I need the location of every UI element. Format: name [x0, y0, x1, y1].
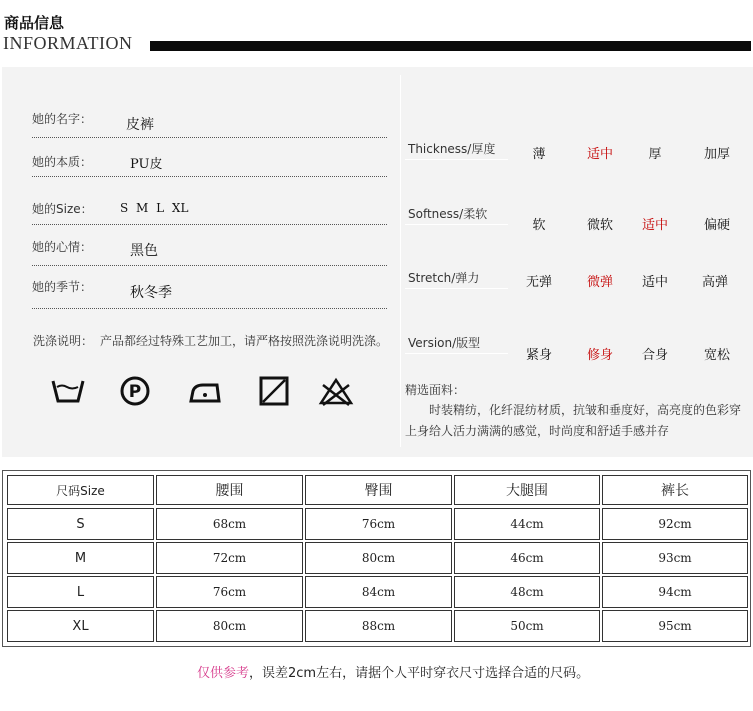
- size-table-cell: 72cm: [156, 542, 303, 574]
- size-table-cell: 76cm: [305, 508, 452, 540]
- size-table-cell: 68cm: [156, 508, 303, 540]
- iron-icon: [187, 375, 223, 407]
- thickness-option-thin: 薄: [532, 147, 546, 162]
- svg-text:P: P: [128, 382, 142, 402]
- scale-underline: [405, 159, 508, 160]
- scale-stretch-label: Stretch/弹力: [408, 271, 480, 285]
- dotted-separator: [32, 265, 387, 266]
- dry-clean-p-icon: [117, 375, 153, 407]
- section-title-en: INFORMATION: [3, 33, 133, 53]
- size-table-cell: L: [7, 576, 154, 608]
- softness-option-firm: 偏硬: [703, 218, 731, 233]
- attr-name-label: 她的名字：: [32, 112, 93, 126]
- size-table-cell: 50cm: [454, 610, 600, 642]
- product-info-panel: [2, 67, 753, 457]
- scale-underline: [405, 288, 508, 289]
- size-table-cell: XL: [7, 610, 154, 642]
- size-table-cell: 80cm: [156, 610, 303, 642]
- attr-name-value: 皮裤: [126, 117, 154, 133]
- version-option-tight: 紧身: [525, 348, 553, 363]
- attr-material-value: PU皮: [130, 157, 163, 172]
- tumble-dry-icon: [256, 375, 292, 407]
- dotted-separator: [32, 224, 387, 225]
- version-option-slim: 修身: [586, 348, 614, 363]
- softness-option-soft: 软: [532, 218, 546, 233]
- size-table-header: 大腿围: [454, 475, 600, 505]
- size-table-header: 腰围: [156, 475, 303, 505]
- fabric-description: 时装精纺，化纤混纺材质，抗皱和垂度好，高亮度的色彩穿上身给人活力满满的感觉，时尚度和舒适手感并存: [405, 403, 742, 438]
- size-table-cell: 80cm: [305, 542, 452, 574]
- size-table-cell: M: [7, 542, 154, 574]
- thickness-option-medium: 适中: [586, 147, 614, 162]
- attr-mood-label: 她的心情：: [32, 240, 93, 254]
- size-table-cell: 94cm: [602, 576, 748, 608]
- stretch-option-slight: 微弹: [586, 275, 614, 290]
- attr-size-value: S M L XL: [120, 201, 189, 215]
- scale-underline: [405, 353, 508, 354]
- dotted-separator: [32, 176, 387, 177]
- washing-instructions: 产品都经过特殊工艺加工，请严格按照洗涤说明洗涤。: [100, 334, 389, 348]
- disclaimer-text: ，误差2cm左右，请据个人平时穿衣尺寸选择合适的尺码。: [249, 666, 590, 681]
- size-table-cell: 76cm: [156, 576, 303, 608]
- scale-version-label: Version/版型: [408, 336, 481, 350]
- washing-label: 洗涤说明：: [33, 334, 94, 348]
- softness-option-medium: 适中: [641, 218, 669, 233]
- scale-softness-label: Softness/柔软: [408, 207, 488, 221]
- dotted-separator: [32, 137, 387, 138]
- size-table-header: 裤长: [602, 475, 748, 505]
- size-table-cell: 95cm: [602, 610, 748, 642]
- size-table-cell: 88cm: [305, 610, 452, 642]
- scale-thickness-label: Thickness/厚度: [408, 142, 496, 156]
- version-option-regular: 合身: [641, 348, 669, 363]
- size-table-cell: S: [7, 508, 154, 540]
- size-table-cell: 93cm: [602, 542, 748, 574]
- size-table-cell: 44cm: [454, 508, 600, 540]
- fabric-title: 精选面料：: [405, 383, 466, 397]
- size-table-cell: 46cm: [454, 542, 600, 574]
- stretch-option-none: 无弹: [525, 275, 553, 290]
- no-bleach-icon: [318, 375, 354, 407]
- section-title-cn: 商品信息: [4, 14, 65, 32]
- attr-season-value: 秋冬季: [130, 285, 172, 301]
- title-divider-bar: [150, 41, 751, 51]
- size-table-cell: 48cm: [454, 576, 600, 608]
- size-table-cell: 92cm: [602, 508, 748, 540]
- size-table-cell: 84cm: [305, 576, 452, 608]
- attr-material-label: 她的本质：: [32, 155, 93, 169]
- version-option-loose: 宽松: [703, 348, 731, 363]
- size-table-header: 尺码Size: [7, 475, 154, 505]
- thickness-option-thick: 厚: [648, 147, 662, 162]
- stretch-option-high: 高弹: [701, 275, 729, 290]
- disclaimer-highlight: 仅供参考: [197, 666, 250, 681]
- size-table-header: 臀围: [305, 475, 452, 505]
- thickness-option-extra-thick: 加厚: [703, 147, 731, 162]
- attr-size-label: 她的Size：: [32, 202, 93, 216]
- panel-column-divider: [400, 75, 401, 447]
- size-disclaimer: [197, 662, 589, 681]
- softness-option-slightly-soft: 微软: [586, 218, 614, 233]
- hand-wash-icon: [50, 375, 86, 407]
- attr-mood-value: 黑色: [130, 243, 158, 259]
- size-table: [2, 470, 751, 647]
- scale-underline: [405, 224, 508, 225]
- attr-season-label: 她的季节：: [32, 280, 93, 294]
- stretch-option-medium: 适中: [641, 275, 669, 290]
- dotted-separator: [32, 308, 387, 309]
